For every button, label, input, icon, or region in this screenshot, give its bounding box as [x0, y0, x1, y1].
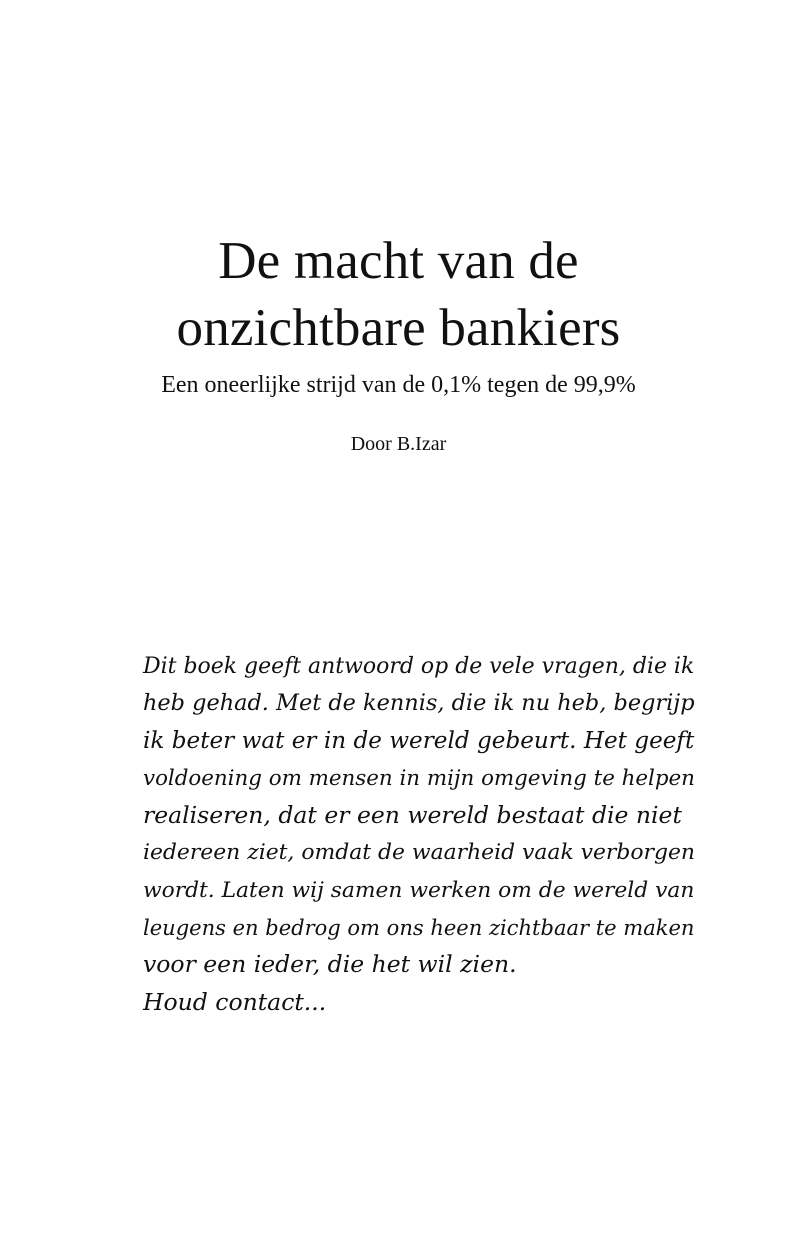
blurb-line: heb gehad. Met de kennis, die ik nu heb, begrijp — [143, 690, 695, 717]
blurb-line: wordt. Laten wij samen werken om de wereld van — [143, 877, 695, 903]
book-title-line-1: De macht van de — [218, 232, 579, 290]
book-author: Door B.Izar — [350, 433, 447, 455]
blurb-line: ik beter wat er in de wereld gebeurt. Het geeft — [143, 727, 695, 754]
book-subtitle: Een oneerlijke strijd van de 0,1% tegen de 99,9% — [161, 372, 636, 398]
blurb-line: Dit boek geeft antwoord op de vele vragen, die ik — [143, 654, 695, 679]
blurb-line: voldoening om mensen in mijn omgeving te helpen — [143, 765, 695, 791]
blurb-line: voor een ieder, die het wil zien. — [143, 950, 517, 979]
blurb-line: leugens en bedrog om ons heen zichtbaar te maken — [143, 915, 695, 941]
blurb-line: Houd contact... — [143, 987, 327, 1016]
book-title-line-2: onzichtbare bankiers — [176, 299, 621, 357]
blurb-line: realiseren, dat er een wereld bestaat die niet — [143, 801, 682, 830]
title-block — [0, 228, 797, 457]
handwritten-blurb — [143, 648, 695, 1021]
blurb-line: iedereen ziet, omdat de waarheid vaak verborgen — [143, 840, 695, 866]
